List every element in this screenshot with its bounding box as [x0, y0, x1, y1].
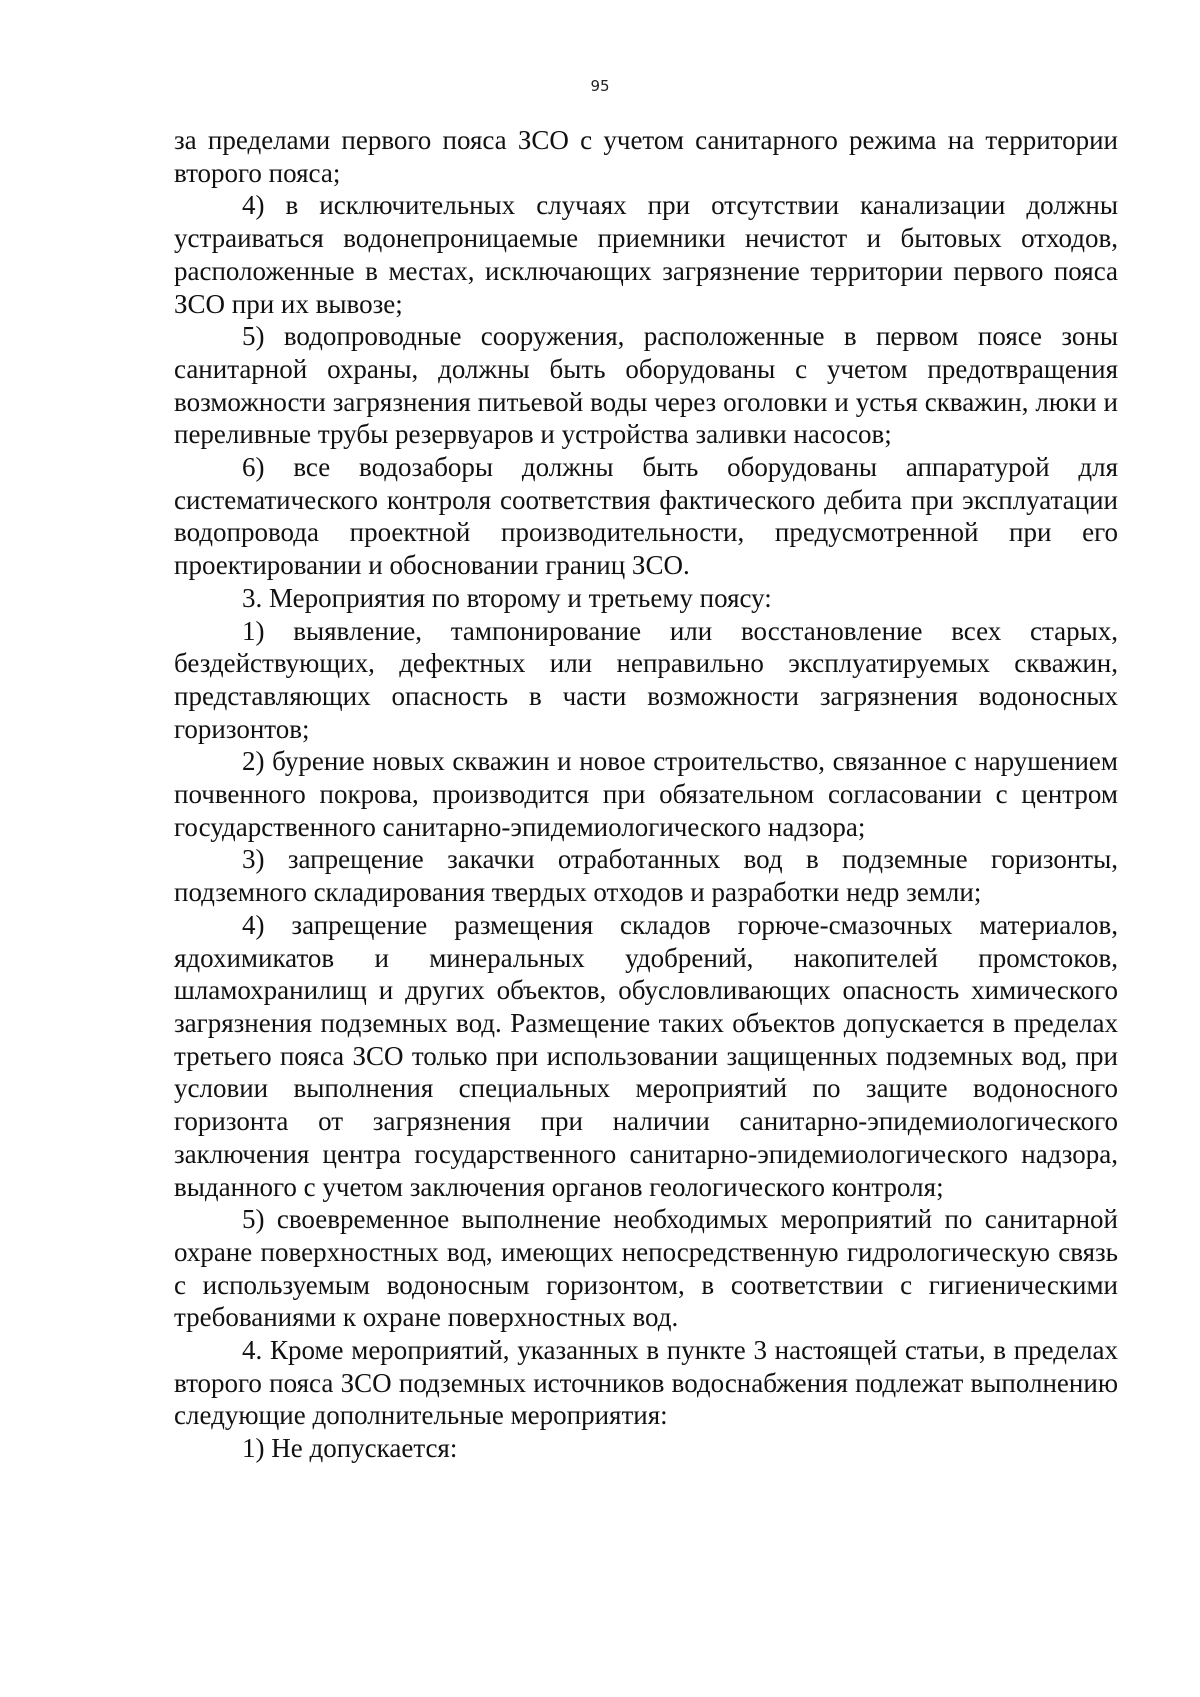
paragraph: 3) запрещение закачки отработанных вод в подземные горизонты, подземного складирования твердых отходов и разработки недр земли;	[174, 844, 1118, 908]
paragraph: 1) Не допускается:	[242, 1433, 458, 1464]
paragraph: за пределами первого пояса ЗСО с учетом санитарного режима на территории второго пояса;	[174, 125, 1118, 188]
paragraph: 4) в исключительных случаях при отсутствии канализации должны устраиваться водонепроницаемые приемники нечистот и бытовых отходов, расположенные в местах, исключающих загрязнение территории первого пояса ЗСО при их вывозе;	[174, 190, 1118, 319]
paragraph: 1) выявление, тампонирование или восстановление всех старых, бездействующих, дефектных или неправильно эксплуатируемых скважин, представляющих опасность в части возможности загрязнения водоносных горизонтов;	[174, 615, 1118, 744]
page-number: 95	[590, 77, 610, 95]
paragraph: 6) все водозаборы должны быть оборудованы аппаратурой для систематического контроля соответствия фактического дебита при эксплуатации водопровода проектной производительности, предусмотренной при его проектировании и обосновании границ ЗСО.	[174, 452, 1118, 581]
paragraph: 3. Мероприятия по второму и третьему поясу:	[242, 582, 772, 613]
document-body	[174, 124, 1118, 1465]
paragraph: 4) запрещение размещения складов горюче-смазочных материалов, ядохимикатов и минеральных удобрений, накопителей промстоков, шламохранилищ и других объектов, обусловливающих опасность химического загрязнения подземных вод. Размещение таких объектов допускается в пределах третьего пояса ЗСО только при использовании защищенных подземных вод, при условии выполнения специальных мероприятий по защите водоносного горизонта от загрязнения при наличии санитарно-эпидемиологического заключения центра государственного санитарно-эпидемиологического надзора, выданного с учетом заключения органов геологического контроля;	[174, 909, 1118, 1202]
paragraph: 4. Кроме мероприятий, указанных в пункте 3 настоящей статьи, в пределах второго пояса ЗСО подземных источников водоснабжения подлежат выполнению следующие дополнительные мероприятия:	[174, 1335, 1118, 1431]
paragraph: 5) водопроводные сооружения, расположенные в первом поясе зоны санитарной охраны, должны быть оборудованы с учетом предотвращения возможности загрязнения питьевой воды через оголовки и устья скважин, люки и переливные трубы резервуаров и устройства заливки насосов;	[174, 321, 1118, 450]
paragraph: 5) своевременное выполнение необходимых мероприятий по санитарной охране поверхностных вод, имеющих непосредственную гидрологическую связь с используемым водоносным горизонтом, в соответствии с гигиеническими требованиями к охране поверхностных вод.	[174, 1204, 1118, 1333]
paragraph: 2) бурение новых скважин и новое строительство, связанное с нарушением почвенного покрова, производится при обязательном согласовании с центром государственного санитарно-эпидемиологического надзора;	[174, 746, 1118, 842]
